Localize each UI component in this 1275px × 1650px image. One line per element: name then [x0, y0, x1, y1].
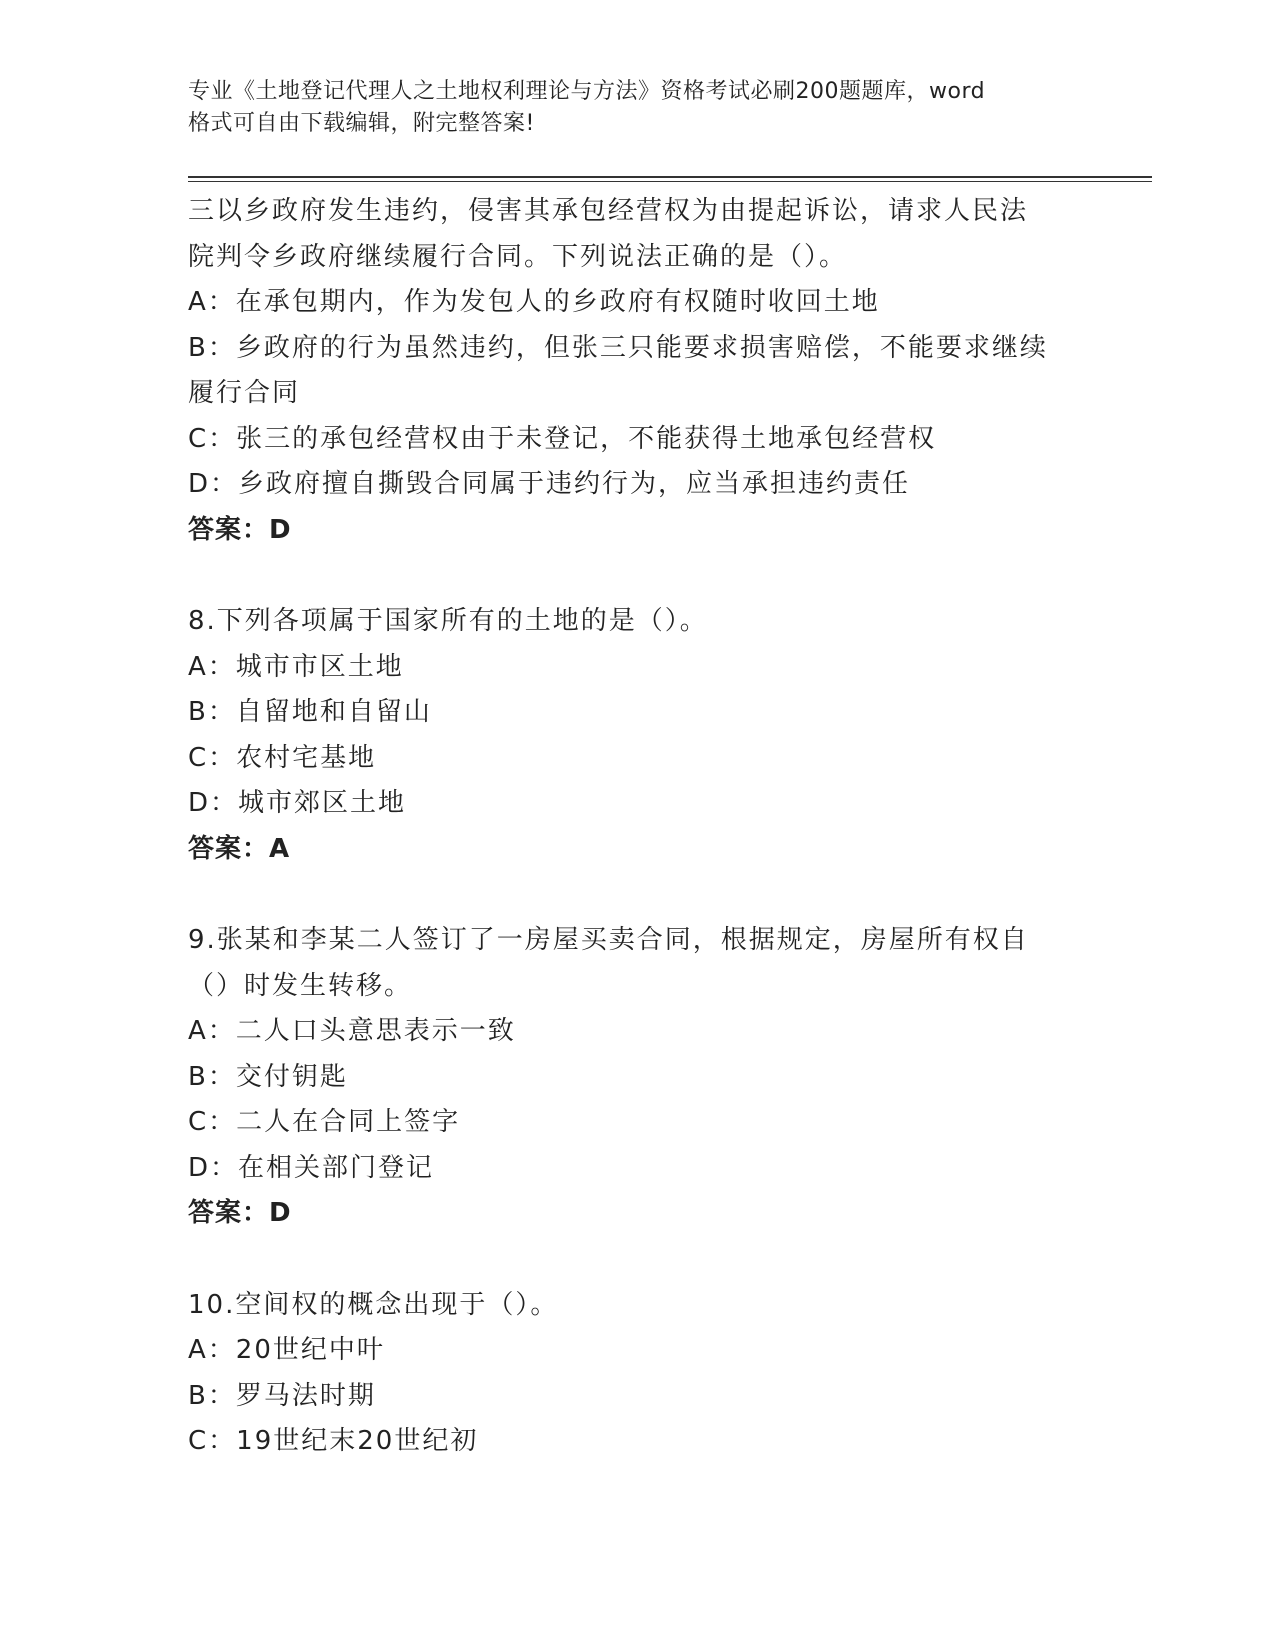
question-9-answer: 答案：D	[188, 1198, 292, 1228]
header-divider	[188, 176, 1152, 182]
question-9	[188, 918, 1128, 1237]
question-9-stem-line-2: （）时发生转移。	[188, 970, 413, 1001]
spacer	[188, 872, 1128, 918]
question-7-option-a: A：在承包期内，作为发包人的乡政府有权随时收回土地	[188, 287, 880, 317]
question-9-option-c: C：二人在合同上签字	[188, 1107, 461, 1137]
question-8-answer: 答案：A	[188, 833, 291, 864]
page-header	[188, 76, 1088, 140]
question-7	[188, 189, 1128, 553]
question-10-stem: 10.空间权的概念出现于（）。	[188, 1289, 559, 1320]
question-10-option-a: A：20世纪中叶	[188, 1335, 385, 1365]
header-title-line-2: 格式可自由下载编辑，附完整答案!	[188, 111, 535, 136]
spacer	[188, 553, 1128, 599]
question-8	[188, 599, 1128, 872]
question-10	[188, 1283, 1128, 1465]
question-7-stem-line-1: 三以乡政府发生违约，侵害其承包经营权为由提起诉讼，请求人民法	[188, 196, 1029, 226]
question-10-option-b: B：罗马法时期	[188, 1380, 376, 1411]
question-content	[188, 189, 1128, 1465]
question-7-stem-line-2: 院判令乡政府继续履行合同。下列说法正确的是（）。	[188, 241, 848, 272]
spacer	[188, 1237, 1128, 1283]
question-8-option-a: A：城市市区土地	[188, 651, 404, 682]
question-7-option-b-line-1: B：乡政府的行为虽然违约，但张三只能要求损害赔偿，不能要求继续	[188, 332, 1048, 363]
question-9-option-a: A：二人口头意思表示一致	[188, 1016, 516, 1046]
question-8-option-d: D：城市郊区土地	[188, 788, 407, 818]
question-10-option-c: C：19世纪末20世纪初	[188, 1426, 479, 1456]
header-title-line-1: 专业《土地登记代理人之土地权利理论与方法》资格考试必刷200题题库，word	[188, 79, 986, 104]
question-8-option-c: C：农村宅基地	[188, 742, 377, 773]
question-9-stem-line-1: 9.张某和李某二人签订了一房屋买卖合同，根据规定，房屋所有权自	[188, 925, 1029, 955]
question-8-stem: 8.下列各项属于国家所有的土地的是（）。	[188, 606, 708, 636]
question-8-option-b: B：自留地和自留山	[188, 697, 432, 727]
question-7-option-d: D：乡政府擅自撕毁合同属于违约行为，应当承担违约责任	[188, 469, 911, 499]
question-7-option-b-line-2: 履行合同	[188, 378, 301, 408]
question-9-option-d: D：在相关部门登记	[188, 1152, 435, 1183]
question-9-option-b: B：交付钥匙	[188, 1061, 348, 1092]
question-7-answer: 答案：D	[188, 514, 292, 545]
question-7-option-c: C：张三的承包经营权由于未登记，不能获得土地承包经营权	[188, 423, 937, 454]
